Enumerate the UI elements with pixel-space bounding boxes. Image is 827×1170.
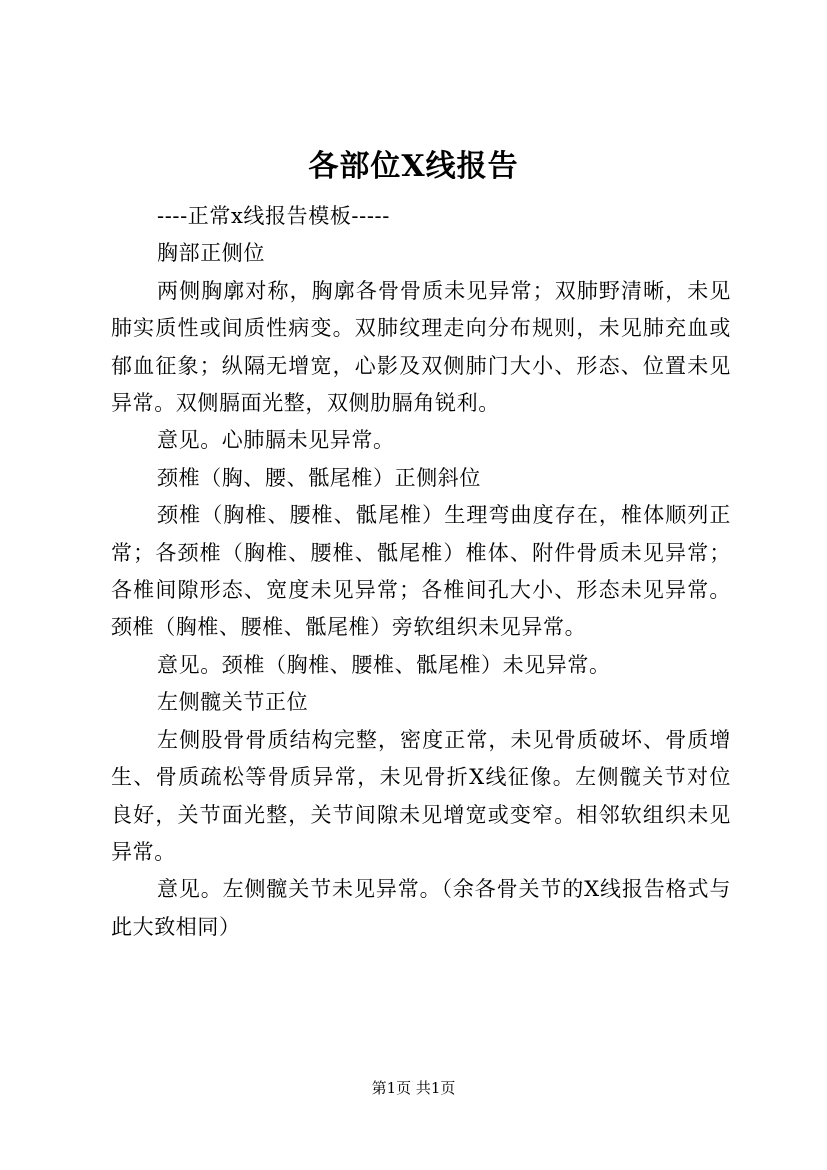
document-title: 各部位X线报告 bbox=[308, 149, 519, 184]
section-heading-chest: 胸部正侧位 bbox=[157, 241, 265, 266]
page-number-footer: 第1页 共1页 bbox=[371, 1079, 456, 1097]
section-heading-spine: 颈椎（胸、腰、骶尾椎）正侧斜位 bbox=[157, 465, 481, 490]
paragraph-spine-findings: 颈椎（胸椎、腰椎、骶尾椎）生理弯曲度存在，椎体顺列正常；各颈椎（胸椎、腰椎、骶尾椎）椎体、附件骨质未见异常；各椎间隙形态、宽度未见异常；各椎间孔大小、形态未见异常。颈椎（胸椎、腰椎、骶尾椎）旁软组织未见异常。 bbox=[111, 503, 731, 640]
paragraph-hip-findings: 左侧股骨骨质结构完整，密度正常，未见骨质破坏、骨质增生、骨质疏松等骨质异常，未见骨折X线征像。左侧髋关节对位良好，关节面光整，关节间隙未见增宽或变窄。相邻软组织未见异常。 bbox=[111, 727, 731, 864]
paragraph-chest-opinion: 意见。心肺膈未见异常。 bbox=[157, 428, 395, 453]
section-heading-hip: 左侧髋关节正位 bbox=[157, 690, 309, 715]
template-subtitle: ----正常x线报告模板----- bbox=[157, 204, 390, 228]
paragraph-spine-opinion: 意见。颈椎（胸椎、腰椎、骶尾椎）未见异常。 bbox=[157, 652, 611, 677]
paragraph-hip-opinion: 意见。左侧髋关节未见异常。（余各骨关节的X线报告格式与此大致相同） bbox=[111, 877, 731, 939]
paragraph-chest-findings: 两侧胸廓对称，胸廓各骨骨质未见异常；双肺野清晰，未见肺实质性或间质性病变。双肺纹理走向分布规则，未见肺充血或郁血征象；纵隔无增宽，心影及双侧肺门大小、形态、位置未见异常。双侧膈面光整，双侧肋膈角锐利。 bbox=[111, 278, 731, 416]
document-body bbox=[111, 198, 731, 946]
